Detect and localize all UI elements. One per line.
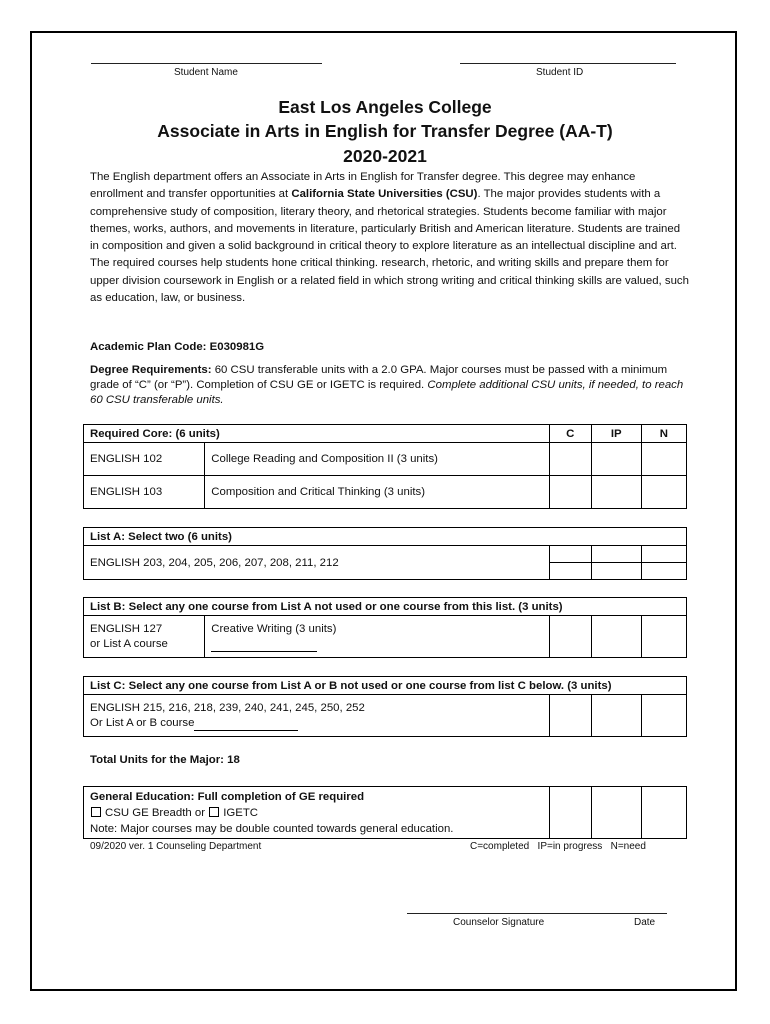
course-title: Composition and Critical Thinking (3 units) — [205, 476, 550, 509]
intro-paragraph — [90, 169, 690, 307]
student-id-label: Student ID — [536, 67, 584, 78]
csu-ge-checkbox[interactable] — [91, 807, 101, 817]
cell-n[interactable] — [641, 546, 686, 563]
year-title: 2020-2021 — [343, 146, 427, 166]
table-row — [84, 443, 687, 476]
course-code: ENGLISH 103 — [84, 476, 205, 509]
column-n-header: N — [641, 425, 686, 443]
list-c-cell — [84, 695, 550, 737]
cell-c[interactable] — [549, 546, 591, 563]
required-core-header: Required Core: (6 units) — [84, 425, 550, 443]
list-b-code — [84, 616, 205, 658]
list-a-table — [83, 527, 687, 580]
academic-plan-code: Academic Plan Code: E030981G — [90, 341, 265, 353]
student-id-line[interactable] — [460, 63, 676, 64]
cell-c[interactable] — [549, 787, 591, 839]
requirements-italic: Complete additional CSU units, if needed, to reach 60 CSU transferable units. — [90, 378, 684, 406]
cell-c[interactable] — [549, 695, 591, 737]
cell-n[interactable] — [641, 695, 686, 737]
cell-n[interactable] — [641, 616, 686, 658]
college-title: East Los Angeles College — [278, 97, 492, 117]
intro-bold-csu: California State Universities (CSU) — [291, 188, 478, 201]
footer-legend: C=completed IP=in progress N=need — [470, 841, 646, 852]
list-b-header: List B: Select any one course from List A not used or one course from this list. (3 units) — [84, 598, 687, 616]
list-c-courses: ENGLISH 215, 216, 218, 239, 240, 241, 245, 250, 252 — [90, 701, 365, 714]
student-name-line[interactable] — [91, 63, 322, 64]
list-c-alt: Or List A or B course — [90, 716, 195, 729]
requirements-label: Degree Requirements: — [90, 364, 212, 376]
intro-text-1: The English department offers an Associate in Arts in English for Transfer degree. This degree may enhance enrollment and transfer opportunities at — [90, 171, 636, 201]
list-b-code-line1: ENGLISH 127 — [90, 622, 163, 635]
igetc-option: IGETC — [223, 806, 259, 819]
cell-n[interactable] — [641, 443, 686, 476]
general-education-table — [83, 786, 687, 839]
ge-heading: General Education: Full completion of GE required — [90, 790, 365, 803]
list-c-table — [83, 676, 687, 737]
list-c-blank-line[interactable] — [194, 719, 298, 731]
course-code: ENGLISH 102 — [84, 443, 205, 476]
cell-ip[interactable] — [591, 695, 641, 737]
table-row — [84, 476, 687, 509]
cell-n[interactable] — [641, 476, 686, 509]
list-a-header: List A: Select two (6 units) — [84, 528, 687, 546]
column-ip-header: IP — [591, 425, 641, 443]
cell-c[interactable] — [549, 616, 591, 658]
cell-c[interactable] — [549, 443, 591, 476]
table-row — [84, 546, 687, 563]
cell-c[interactable] — [549, 563, 591, 580]
counselor-signature-label: Counselor Signature — [453, 917, 545, 928]
list-c-header: List C: Select any one course from List A or B not used or one course from list C below. (3 units) — [84, 677, 687, 695]
total-units: Total Units for the Major: 18 — [90, 754, 240, 766]
required-core-table — [83, 424, 687, 509]
list-a-courses: ENGLISH 203, 204, 205, 206, 207, 208, 211, 212 — [84, 546, 550, 580]
cell-n[interactable] — [641, 787, 686, 839]
cell-ip[interactable] — [591, 563, 641, 580]
footer-version: 09/2020 ver. 1 Counseling Department — [90, 841, 262, 852]
list-b-blank-line[interactable] — [211, 640, 317, 652]
counselor-signature-line[interactable] — [407, 913, 667, 914]
cell-n[interactable] — [641, 563, 686, 580]
cell-ip[interactable] — [591, 546, 641, 563]
table-row — [84, 616, 687, 658]
ge-cell — [84, 787, 550, 839]
cell-ip[interactable] — [591, 476, 641, 509]
cell-ip[interactable] — [591, 787, 641, 839]
degree-title: Associate in Arts in English for Transfer Degree (AA-T) — [157, 121, 613, 141]
csu-ge-option: CSU GE Breadth or — [105, 806, 209, 819]
degree-requirements — [90, 363, 690, 407]
list-b-table — [83, 597, 687, 658]
list-b-code-line2: or List A course — [90, 637, 168, 650]
date-label: Date — [634, 917, 656, 928]
course-title: College Reading and Composition II (3 units) — [205, 443, 550, 476]
table-row — [84, 787, 687, 839]
column-c-header: C — [549, 425, 591, 443]
igetc-checkbox[interactable] — [209, 807, 219, 817]
ge-note: Note: Major courses may be double counted towards general education. — [90, 822, 454, 835]
cell-ip[interactable] — [591, 443, 641, 476]
requirements-text: 60 CSU transferable units with a 2.0 GPA. Major courses must be passed with a minimum grade of “C” (or “P”). Completion of CSU GE or IGETC is required. — [90, 364, 668, 391]
student-name-label: Student Name — [174, 67, 238, 78]
cell-c[interactable] — [549, 476, 591, 509]
list-b-title: Creative Writing (3 units) — [211, 622, 337, 635]
intro-text-2: . The major provides students with a comprehensive study of composition, literary theory, and rhetorical strategies. Students become familiar with major themes, works, authors, and movements in literature, particularly British and American literature. Students are trained in composition and given a solid background in critical theory to explore literature as an intellectual discipline and art. The required courses help students hone critical thinking. research, rhetoric, and writing skills and prepare them for upper division coursework in English or a related field in which strong writing and critical thinking skills are valued, such as education, law, or business. — [90, 188, 689, 305]
list-b-title-cell — [205, 616, 550, 658]
cell-ip[interactable] — [591, 616, 641, 658]
table-row — [84, 695, 687, 737]
